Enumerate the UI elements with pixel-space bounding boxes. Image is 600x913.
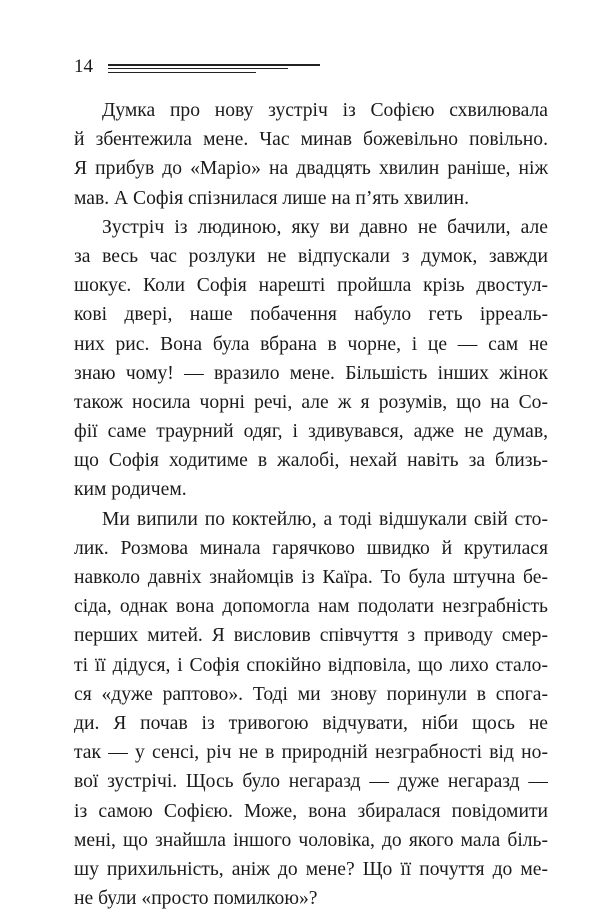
text-line: із самою Софією. Може, вона збиралася повідомити bbox=[74, 800, 548, 822]
text-line: шокує. Коли Софія нарешті пройшла крізь двостул- bbox=[74, 275, 548, 297]
text-body bbox=[74, 96, 548, 913]
text-line: кові двері, наше побачення набуло геть ірреаль- bbox=[74, 304, 548, 326]
text-line: фії саме траурний одяг, і здивувався, адже не думав, bbox=[74, 421, 548, 443]
text-line: й збентежила мене. Час минав божевільно повільно. bbox=[74, 129, 548, 151]
text-line: ди. Я почав із тривогою відчувати, ніби щось не bbox=[74, 712, 548, 734]
text-line: Думка про нову зустріч із Софією схвилювала bbox=[102, 100, 548, 121]
paragraph bbox=[74, 96, 548, 213]
text-line: Я прибув до «Маріо» на двадцять хвилин раніше, ніж bbox=[74, 158, 548, 180]
header-rule bbox=[108, 64, 320, 66]
text-line: за весь час розлуки не відпускали з думок, завжди bbox=[74, 245, 548, 267]
page-header bbox=[74, 54, 324, 80]
text-line: навколо давніх знайомців із Каїра. То була штучна бе- bbox=[74, 567, 548, 588]
text-line: ся «дуже раптово». Тоді ми знову поринули в спога- bbox=[74, 683, 548, 705]
text-line: перших митей. Я висловив співчуття з приводу смер- bbox=[74, 625, 548, 647]
text-line: ким родичем. bbox=[74, 479, 187, 501]
text-line: також носила чорні речі, але ж я розумів, що на Со- bbox=[74, 391, 548, 413]
text-line: ті її дідуся, і Софія спокійно відповіла, що лихо стало- bbox=[74, 654, 548, 676]
text-line: що Софія ходитиме в жалобі, нехай навіть за близь- bbox=[74, 450, 548, 472]
text-line: шу прихильність, аніж до мене? Що її почуття до ме- bbox=[74, 858, 548, 880]
page-number: 14 bbox=[74, 56, 93, 77]
text-line: мені, що знайшла іншого чоловіка, до якого мала біль- bbox=[74, 829, 548, 851]
text-line: Ми випили по коктейлю, а тоді відшукали свій сто- bbox=[102, 508, 548, 530]
text-line: сіда, однак вона допомогла нам подолати незграбність bbox=[74, 596, 548, 618]
text-line: вої зустрічі. Щось було негаразд — дуже негаразд — bbox=[74, 771, 548, 793]
header-rule bbox=[108, 72, 256, 73]
text-line: знаю чому! — вразило мене. Більшість інших жінок bbox=[74, 362, 548, 384]
header-rule bbox=[108, 68, 288, 69]
text-line: мав. А Софія спізнилася лише на п’ять хвилин. bbox=[74, 187, 470, 209]
text-line: так — у сенсі, річ не в природній незграбності від но- bbox=[74, 742, 548, 764]
paragraph bbox=[74, 213, 548, 505]
text-line: не були «просто помилкою»? bbox=[74, 888, 318, 910]
text-line: лик. Розмова минала гарячково швидко й крутилася bbox=[74, 537, 548, 559]
text-line: них рис. Вона була вбрана в чорне, і це — сам не bbox=[74, 333, 548, 355]
paragraph bbox=[74, 505, 548, 913]
text-line: Зустріч із людиною, яку ви давно не бачили, але bbox=[102, 216, 548, 238]
